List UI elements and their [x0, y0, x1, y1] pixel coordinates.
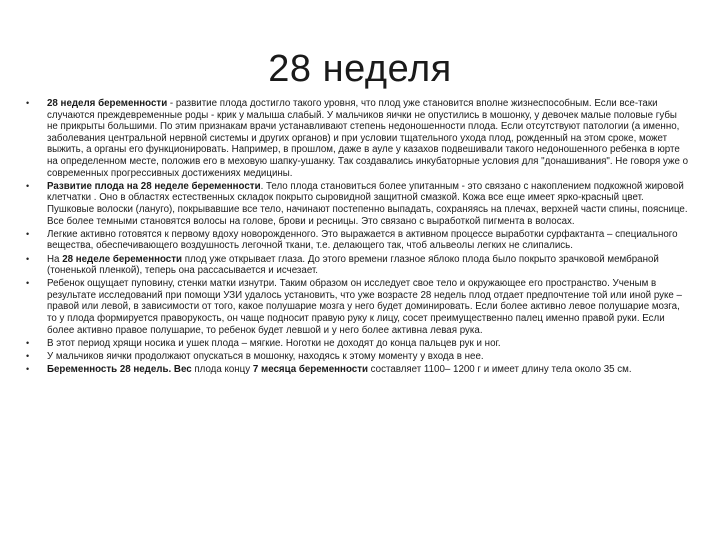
bullet-dot-icon: • [26, 278, 30, 289]
bullet-text: Легкие активно готовятся к первому вдоху новорожденного. Это выражается в активном процессе выработки сурфактанта – специального вещества, обеспечивающего воздушность легочной ткани, т.е. делающего так, чтоб альвеолы легких не слипались. [47, 228, 678, 252]
bullet-item [26, 229, 690, 252]
bullet-text: У мальчиков яички продолжают опускаться в мошонку, находясь к этому моменту у входа в нее. [47, 351, 484, 363]
bullet-dot-icon: • [26, 98, 30, 108]
bullet-text: плод уже открывает глаза. До этого времени глазное яблоко плода было покрыто зрачковой мембраной (тоненькой пленкой), теперь она рассасывается и исчезает. [47, 253, 659, 277]
bullet-item [26, 351, 690, 363]
bullet-text: - развитие плода достигло такого уровня, что плод уже становится вполне жизнеспособным. Если все-таки случаются преждевременные роды - крик у малыша слабый. У мальчиков яички не опустились в мошонку, у девочек малые половые губы не прикрыты большими. По этим признакам врачи устанавливают степень недоношенности плода. Если отсутствуют патологии (а именно, заболевания центральной нервной системы и других органов) и при условии тщательного ухода плод, рожденный на этом сроке, может выжить, а органы его функционировать. Например, в прошлом, даже в ауле у казахов подвешивали такого недоношенного ребенка в юрте на определенном месте, положив его в меховую шапку-ушанку. Так создавались инкубаторные условия для "донашивания". Не говоря уже о современных прогрессивных достижениях медицины. [47, 98, 689, 179]
bullet-dot-icon: • [26, 253, 30, 264]
slide-title: 28 неделя [268, 48, 452, 90]
bullet-text: Ребенок ощущает пуповину, стенки матки изнутри. Таким образом он исследует свое тело и окружающее его пространство. Ученым в результате исследований при помощи УЗИ удалось установить, что уже возрасте 28 недель плод отдает предпочтение той или иной руке – правой или левой, в зависимости от того, какое полушарие мозга у него будет доминировать. Если более активно левое полушарие мозга, то у плода формируется праворукость, он чаще подносит правую руку к лицу, сосет преимущественно палец именно правой руки. Если более активно правое полушарие, то ребенок будет левшой и у него более активна левая рука. [47, 278, 682, 336]
bullet-dot-icon: • [26, 180, 30, 191]
bullet-item [26, 364, 690, 376]
bold-phrase: Развитие плода на 28 неделе беременности [47, 180, 261, 192]
bullet-item [26, 338, 690, 350]
bullet-text: В этот период хрящи носика и ушек плода – мягкие. Ноготки не доходят до конца пальцев рук и ног. [47, 337, 501, 349]
bullet-text: На [47, 253, 63, 265]
bullet-item [26, 98, 690, 179]
bullet-item [26, 278, 690, 336]
bold-phrase: 28 неделе беременности [62, 253, 182, 265]
bullet-dot-icon: • [26, 364, 30, 375]
bullet-dot-icon: • [26, 337, 30, 348]
bullet-text: плода концу [191, 364, 253, 376]
bullet-text: составляет 1100– 1200 г и имеет длину тела около 35 см. [367, 364, 632, 376]
bold-phrase: Беременность 28 недель. Вес [47, 364, 192, 376]
bullet-dot-icon: • [26, 228, 30, 239]
bullet-item [26, 181, 690, 227]
bullet-item [26, 254, 690, 277]
bullet-dot-icon: • [26, 351, 30, 362]
bold-phrase: 7 месяца беременности [252, 364, 368, 376]
bullet-text: . Тело плода становиться более упитанным - это связано с накоплением подкожной жировой клетчатки . Оно в областях естественных складок покрыто сыровидной защитной смазкой. Кожа все еще имеет ярко-красный цвет. Пушковые волоски (лануго), покрывавшие все тело, начинают постепенно выпадать, сохраняясь на плечах, верхней части спины, пояснице. Все более темными становятся волосы на голове, брови и ресницы. Это связано с выработкой пигмента в волосах. [47, 180, 688, 227]
bold-phrase: 28 неделя беременности [47, 98, 168, 109]
bullet-list [26, 98, 690, 377]
